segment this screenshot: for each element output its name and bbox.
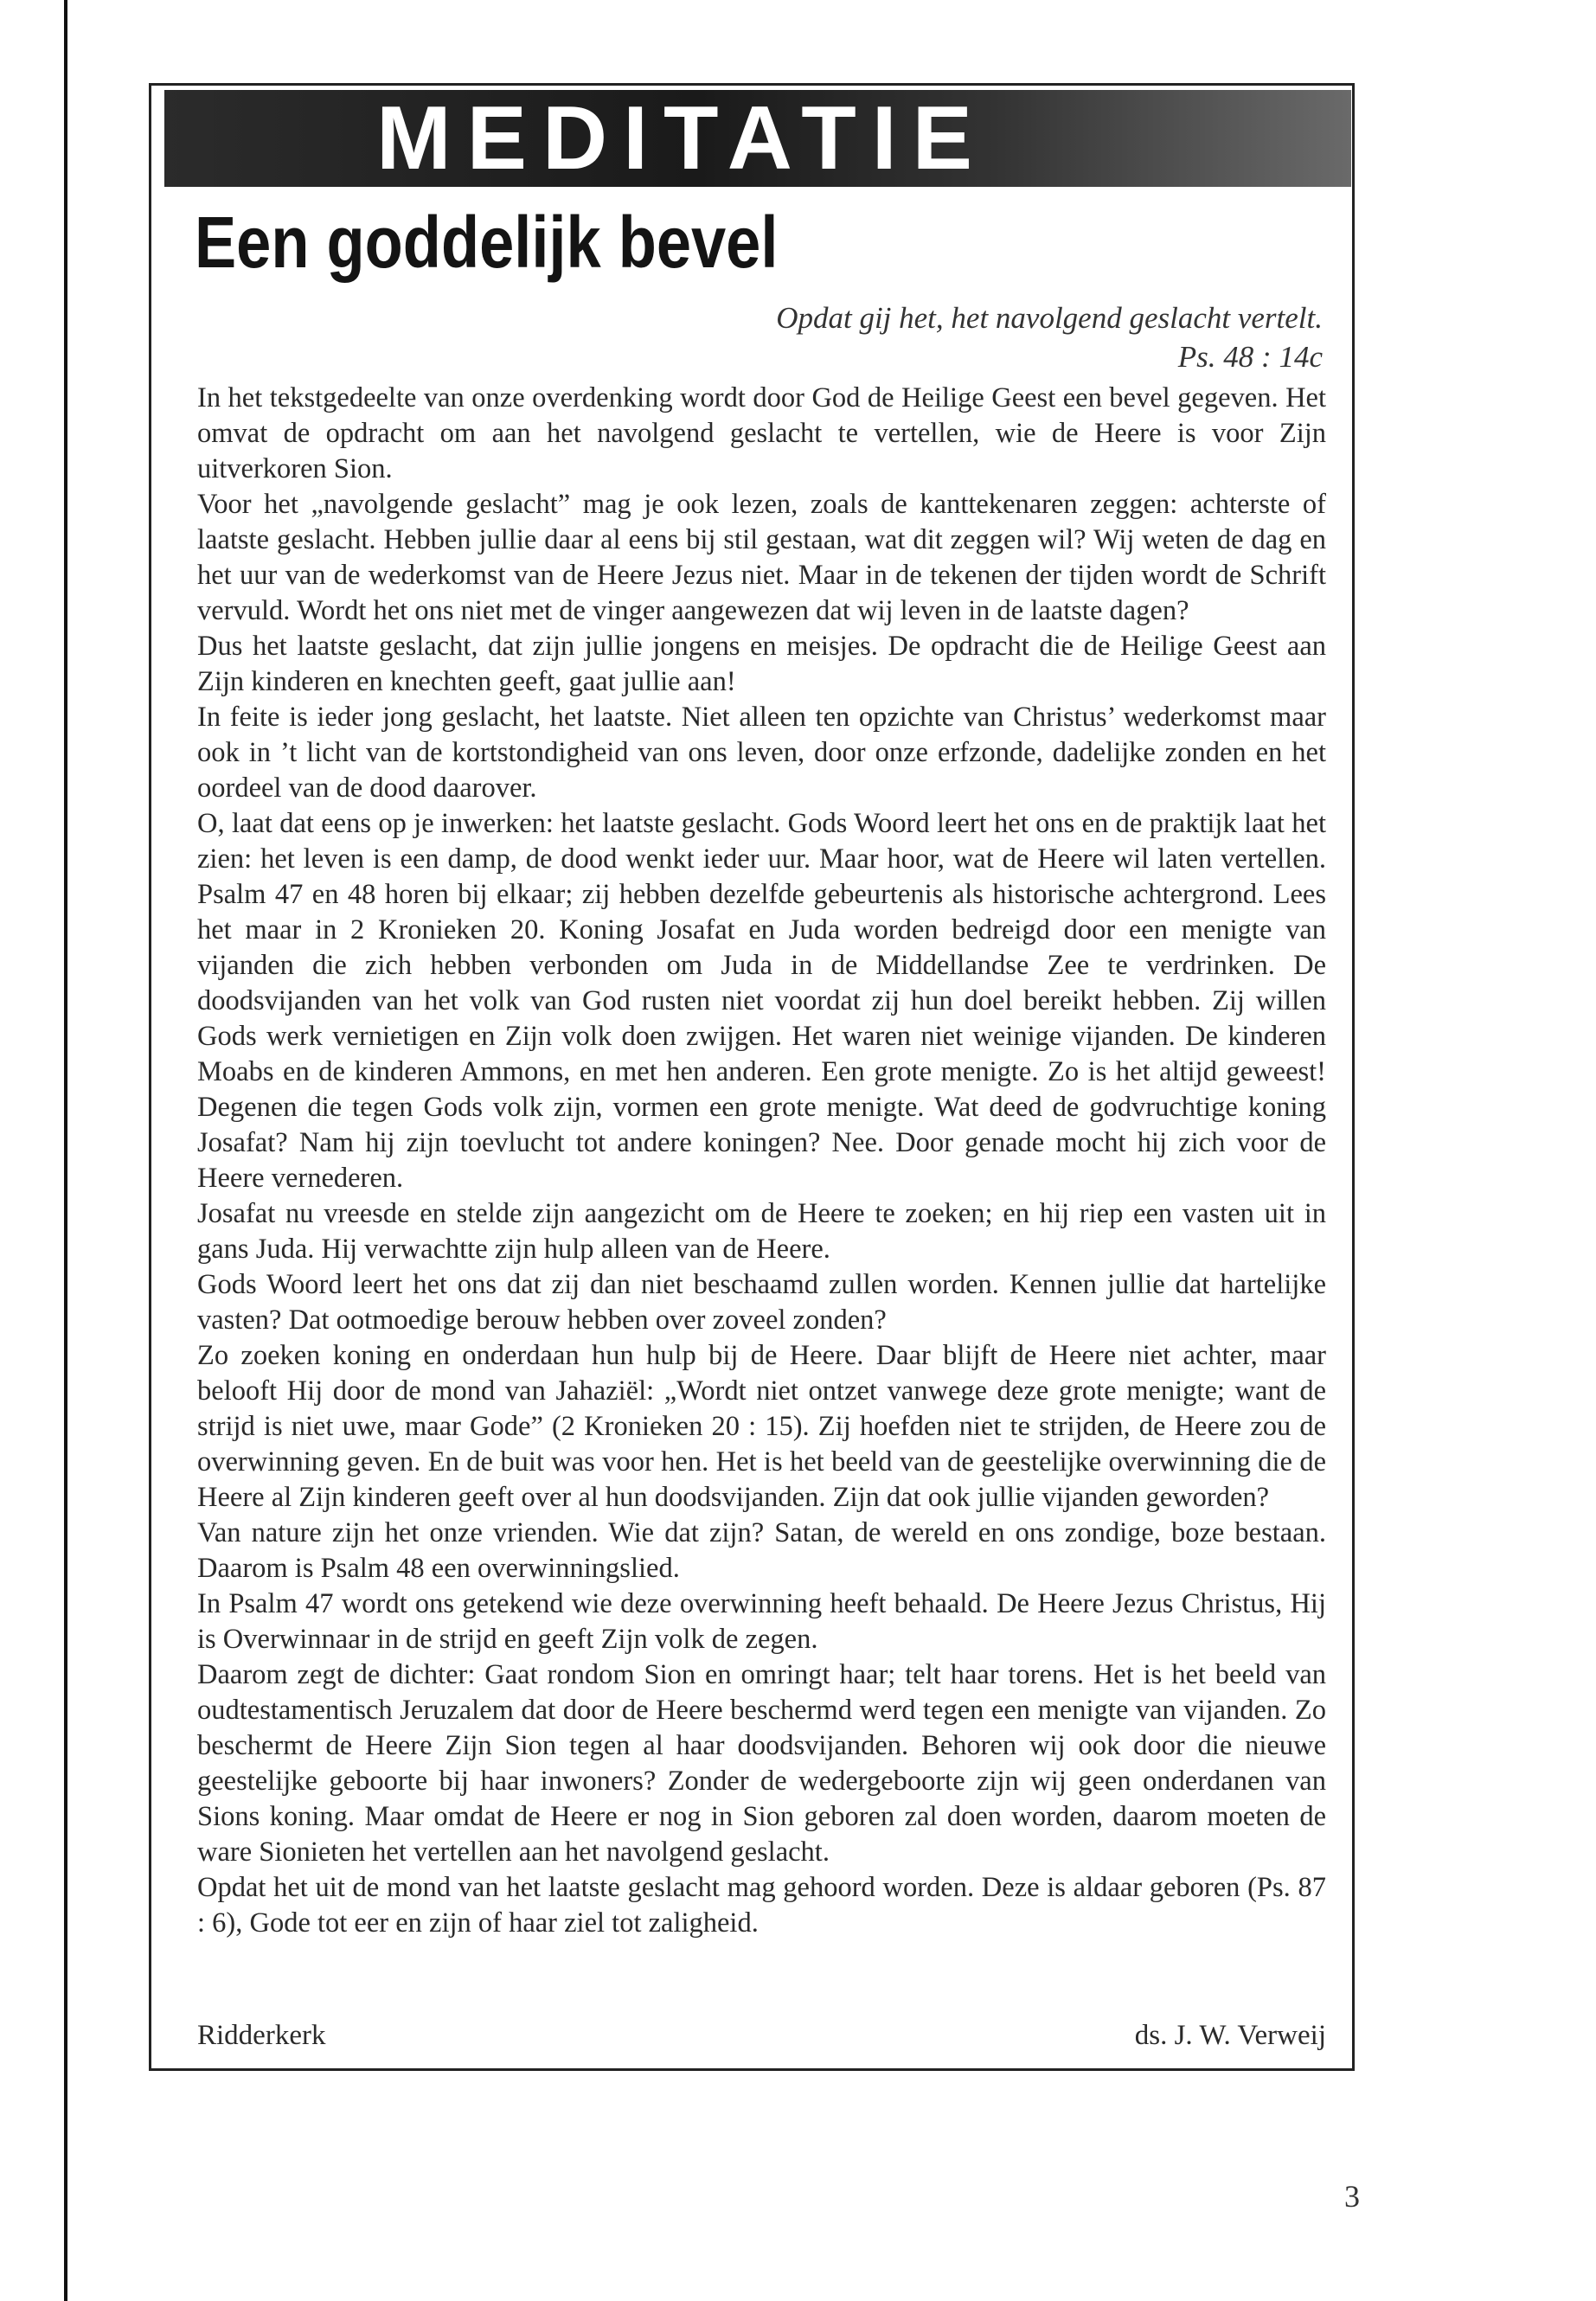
paragraph: O, laat dat eens op je inwerken: het laatste geslacht. Gods Woord leert het ons en de praktijk laat het zien: het leven is een damp, de dood wenkt ieder uur. Maar hoor, wat de Heere wil laten vertellen. Psalm 47 en 48 horen bij elkaar; zij hebben dezelfde gebeurtenis als historische achtergrond. Lees het maar in 2 Kronieken 20. Koning Josafat en Juda worden bedreigd door een menigte van vijanden die zich hebben verbonden om Juda in de Middellandse Zee te verdrinken. De doodsvijanden van het volk van God rusten niet voordat zij hun doel bereikt hebben. Zij willen Gods werk vernietigen en Zijn volk doen zwijgen. Het waren niet weinige vijanden. De kinderen Moabs en de kinderen Ammons, en met hen anderen. Een grote menigte. Zo is het altijd geweest! Degenen die tegen Gods volk zijn, vormen een grote menigte. Wat deed de godvruchtige koning Josafat? Nam hij zijn toevlucht tot andere koningen? Nee. Door genade mocht hij zich voor de Heere vernederen. bbox=[197, 808, 1326, 1194]
paragraph: Daarom zegt de dichter: Gaat rondom Sion en omringt haar; telt haar torens. Het is het beeld van oudtestamentisch Jeruzalem dat door de Heere beschermd werd tegen een menigte van vijanden. Zo beschermt de Heere Zijn Sion tegen al haar doodsvijanden. Behoren wij ook door die nieuwe geestelijke geboorte bij haar inwoners? Zonder de wedergeboorte zijn wij geen onderdanen van Sions koning. Maar omdat de Heere er nog in Sion geboren zal doen worden, daarom moeten de ware Sionieten het vertellen aan het navolgend geslacht. bbox=[197, 1659, 1326, 1868]
epigraph-quote: Opdat gij het, het navolgend geslacht vertelt. bbox=[776, 301, 1323, 335]
paragraph: Voor het „navolgende geslacht” mag je ook lezen, zoals de kanttekenaren zeggen: achterste of laatste geslacht. Hebben jullie daar al eens bij stil gestaan, wat dit zeggen wil? Wij weten de dag en het uur van de wederkomst van de Heere Jezus niet. Maar in de tekenen der tijden wordt de Schrift vervuld. Wordt het ons niet met de vinger aangewezen dat wij leven in de laatste dagen? bbox=[197, 489, 1326, 626]
section-banner-title: MEDITATIE bbox=[376, 88, 988, 189]
paragraph: Zo zoeken koning en onderdaan hun hulp bij de Heere. Daar blijft de Heere niet achter, maar belooft Hij door de mond van Jahaziël: „Wordt niet ontzet vanwege deze grote menigte; want de strijd is niet uwe, maar Gode” (2 Kronieken 20 : 15). Zij hoefden niet te strijden, de Heere zou de overwinning geven. En de buit was voor hen. Het is het beeld van de geestelijke overwinning die de Heere al Zijn kinderen geeft over al hun doodsvijanden. Zijn dat ook jullie vijanden geworden? bbox=[197, 1340, 1326, 1513]
scan-edge-line bbox=[64, 0, 67, 2301]
signature-place: Ridderkerk bbox=[197, 2020, 326, 2051]
paragraph: Van nature zijn het onze vrienden. Wie dat zijn? Satan, de wereld en ons zondige, boze bestaan. Daarom is Psalm 48 een overwinningslied. bbox=[197, 1517, 1326, 1584]
paragraph: Dus het laatste geslacht, dat zijn jullie jongens en meisjes. De opdracht die de Heilige Geest aan Zijn kinderen en knechten geeft, gaat jullie aan! bbox=[197, 631, 1326, 697]
paragraph: Josafat nu vreesde en stelde zijn aangezicht om de Heere te zoeken; en hij riep een vasten uit in gans Juda. Hij verwachtte zijn hulp alleen van de Heere. bbox=[197, 1198, 1326, 1265]
signature-author: ds. J. W. Verweij bbox=[1134, 2020, 1326, 2051]
epigraph bbox=[776, 298, 1323, 376]
paragraph: In Psalm 47 wordt ons getekend wie deze overwinning heeft behaald. De Heere Jezus Christus, Hij is Overwinnaar in de strijd en geeft Zijn volk de zegen. bbox=[197, 1588, 1326, 1655]
paragraph: Opdat het uit de mond van het laatste geslacht mag gehoord worden. Deze is aldaar geboren (Ps. 87 : 6), Gode tot eer en zijn of haar ziel tot zaligheid. bbox=[197, 1872, 1326, 1939]
article-title: Een goddelijk bevel bbox=[195, 202, 779, 283]
paragraph: In feite is ieder jong geslacht, het laatste. Niet alleen ten opzichte van Christus’ wederkomst maar ook in ’t licht van de kortstondigheid van ons leven, door onze erfzonde, dadelijke zonden en het oordeel van de dood daarover. bbox=[197, 702, 1326, 804]
page-number: 3 bbox=[1344, 2179, 1360, 2214]
paragraph: In het tekstgedeelte van onze overdenking wordt door God de Heilige Geest een bevel gegeven. Het omvat de opdracht om aan het navolgend geslacht te vertellen, wie de Heere is voor Zijn uitverkoren Sion. bbox=[197, 382, 1326, 484]
epigraph-reference: Ps. 48 : 14c bbox=[1177, 340, 1323, 374]
paragraph: Gods Woord leert het ons dat zij dan niet beschaamd zullen worden. Kennen jullie dat hartelijke vasten? Dat ootmoedige berouw hebben over zoveel zonden? bbox=[197, 1269, 1326, 1336]
article-body bbox=[197, 381, 1326, 1941]
